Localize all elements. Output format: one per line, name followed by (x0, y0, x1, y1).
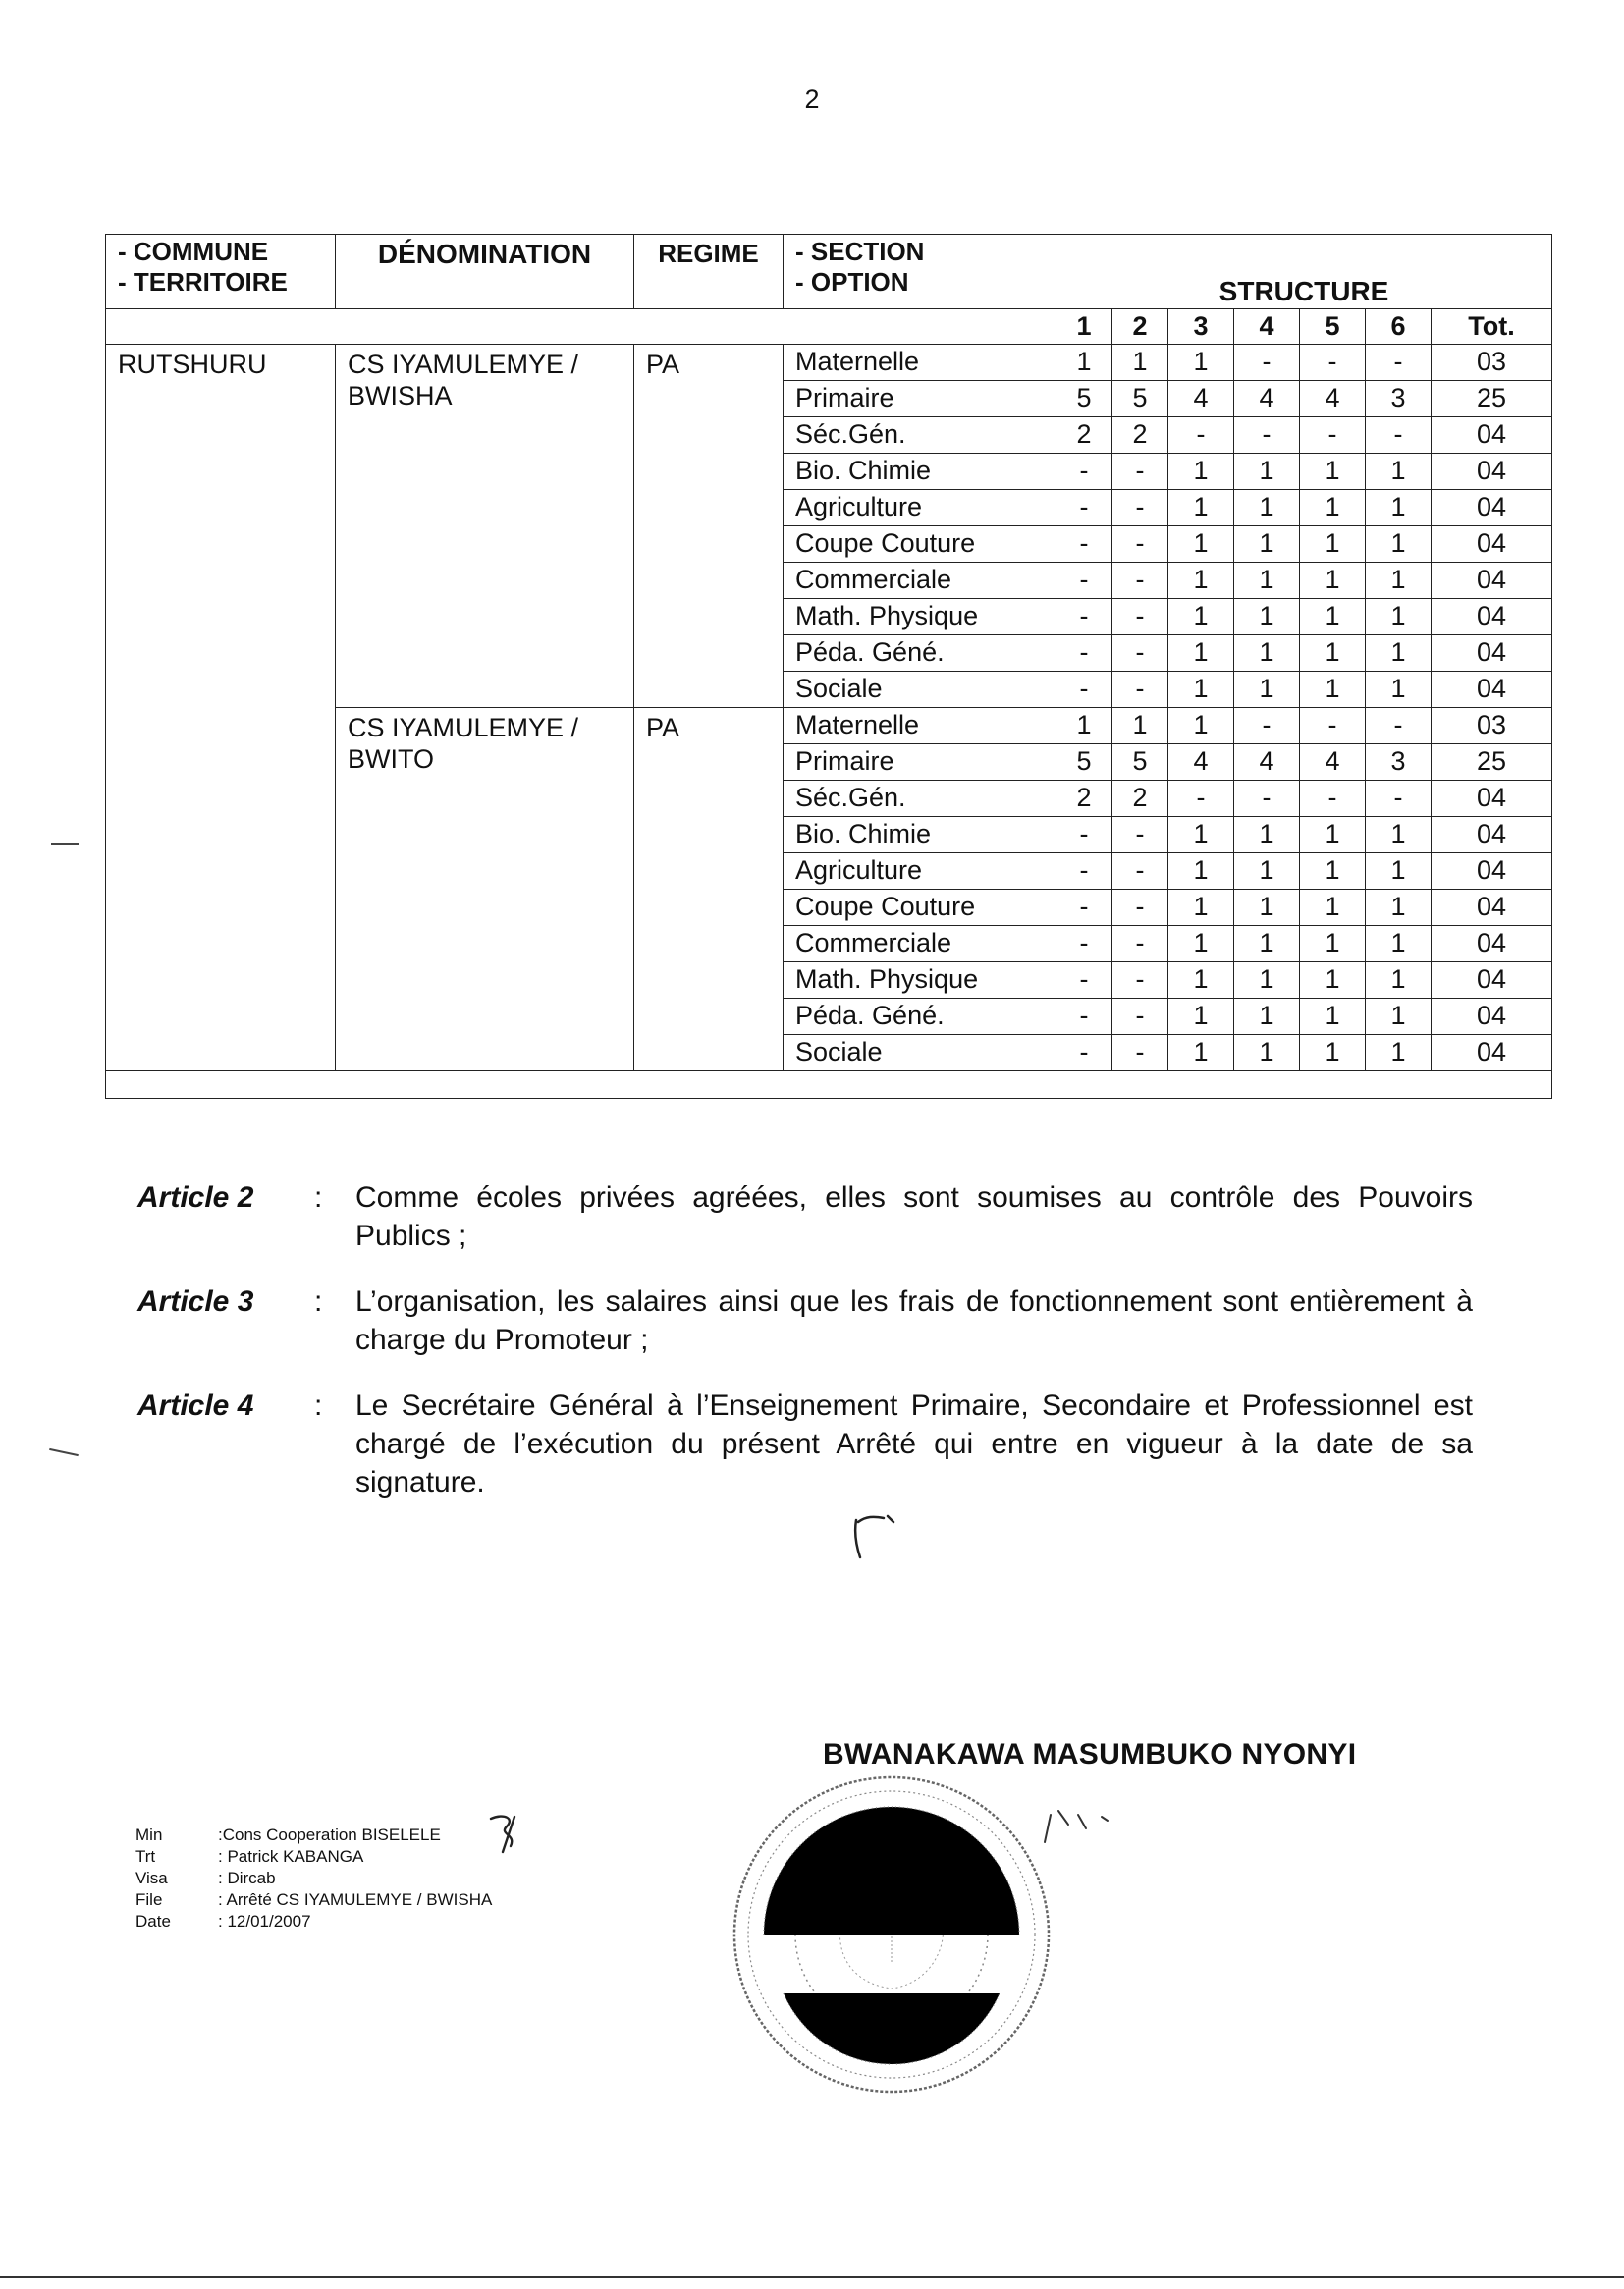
routing-row-visa (135, 1868, 492, 1889)
value-cell: 1 (1234, 853, 1300, 890)
header-territoire: - TERRITOIRE (118, 267, 288, 297)
value-cell: 1 (1168, 672, 1234, 708)
value-cell: 1 (1234, 454, 1300, 490)
value-cell: 1 (1366, 672, 1432, 708)
value-cell: 2 (1056, 781, 1112, 817)
value-cell: 1 (1300, 490, 1366, 526)
value-cell: - (1168, 417, 1234, 454)
value-cell: 1 (1168, 890, 1234, 926)
signatory-name: BWANAKAWA MASUMBUKO NYONYI (823, 1738, 1357, 1771)
option-cell: Primaire (784, 744, 1056, 781)
value-cell: 1 (1366, 999, 1432, 1035)
structure-col-2: 2 (1112, 309, 1168, 345)
value-cell: 1 (1056, 708, 1112, 744)
total-cell: 04 (1432, 962, 1552, 999)
option-cell: Agriculture (784, 853, 1056, 890)
option-cell: Sociale (784, 1035, 1056, 1071)
option-cell: Commerciale (784, 563, 1056, 599)
option-cell: Coupe Couture (784, 526, 1056, 563)
value-cell: - (1056, 672, 1112, 708)
total-cell: 04 (1432, 672, 1552, 708)
routing-value: : Patrick KABANGA (218, 1847, 364, 1866)
value-cell: 1 (1366, 1035, 1432, 1071)
structure-col-3: 3 (1168, 309, 1234, 345)
value-cell: 1 (1234, 926, 1300, 962)
total-cell: 04 (1432, 817, 1552, 853)
total-cell: 04 (1432, 635, 1552, 672)
option-cell: Maternelle (784, 708, 1056, 744)
structure-col-6: 6 (1366, 309, 1432, 345)
value-cell: 4 (1168, 381, 1234, 417)
structure-col-7: Tot. (1432, 309, 1552, 345)
value-cell: - (1112, 635, 1168, 672)
value-cell: 1 (1168, 454, 1234, 490)
value-cell: - (1112, 490, 1168, 526)
option-cell: Agriculture (784, 490, 1056, 526)
value-cell: - (1112, 454, 1168, 490)
value-cell: 1 (1168, 526, 1234, 563)
school-name-cell (336, 345, 634, 708)
value-cell: 4 (1300, 381, 1366, 417)
school-name-line: BWITO (348, 744, 435, 774)
routing-row-trt (135, 1846, 492, 1868)
option-cell: Coupe Couture (784, 890, 1056, 926)
value-cell: 1 (1112, 708, 1168, 744)
routing-key: Trt (135, 1847, 156, 1866)
value-cell: - (1234, 708, 1300, 744)
article-separator: : (314, 1285, 323, 1318)
total-cell: 04 (1432, 490, 1552, 526)
value-cell: 1 (1366, 817, 1432, 853)
total-cell: 04 (1432, 999, 1552, 1035)
value-cell: - (1056, 635, 1112, 672)
regime-cell: PA (634, 345, 784, 708)
value-cell: 1 (1234, 817, 1300, 853)
option-cell: Math. Physique (784, 599, 1056, 635)
value-cell: 1 (1366, 599, 1432, 635)
school-name-line: BWISHA (348, 381, 453, 410)
value-cell: 1 (1234, 599, 1300, 635)
value-cell: 1 (1234, 672, 1300, 708)
value-cell: - (1112, 672, 1168, 708)
option-cell: Maternelle (784, 345, 1056, 381)
option-cell: Commerciale (784, 926, 1056, 962)
value-cell: - (1056, 599, 1112, 635)
official-seal-icon (725, 1768, 1058, 2101)
value-cell: - (1056, 926, 1112, 962)
header-section: - SECTION (795, 237, 925, 266)
value-cell: 5 (1056, 744, 1112, 781)
value-cell: 1 (1234, 1035, 1300, 1071)
paraph-signature-icon (844, 1502, 923, 1561)
total-cell: 03 (1432, 345, 1552, 381)
value-cell: 1 (1300, 563, 1366, 599)
value-cell: 1 (1366, 526, 1432, 563)
value-cell: 1 (1168, 490, 1234, 526)
total-cell: 04 (1432, 926, 1552, 962)
structure-col-4: 4 (1234, 309, 1300, 345)
value-cell: 1 (1366, 490, 1432, 526)
header-regime: REGIME (634, 235, 784, 309)
value-cell: 1 (1366, 962, 1432, 999)
value-cell: - (1112, 853, 1168, 890)
article-label: Article 3 (137, 1285, 254, 1318)
routing-value: : Arrêté CS IYAMULEMYE / BWISHA (218, 1890, 493, 1909)
margin-mark (49, 1448, 79, 1456)
value-cell: 1 (1300, 1035, 1366, 1071)
value-cell: 1 (1300, 817, 1366, 853)
total-cell: 25 (1432, 744, 1552, 781)
value-cell: 5 (1056, 381, 1112, 417)
option-cell: Bio. Chimie (784, 454, 1056, 490)
article-3 (137, 1282, 1473, 1359)
article-separator: : (314, 1390, 323, 1422)
value-cell: - (1056, 962, 1112, 999)
value-cell: 1 (1168, 853, 1234, 890)
value-cell: 1 (1234, 999, 1300, 1035)
table-row (106, 345, 1552, 381)
value-cell: - (1168, 781, 1234, 817)
routing-row-file (135, 1889, 492, 1911)
total-cell: 03 (1432, 708, 1552, 744)
value-cell: - (1112, 526, 1168, 563)
value-cell: - (1300, 417, 1366, 454)
value-cell: - (1112, 926, 1168, 962)
value-cell: 2 (1056, 417, 1112, 454)
articles (137, 1178, 1473, 1529)
total-cell: 04 (1432, 563, 1552, 599)
school-name-line: CS IYAMULEMYE / (348, 713, 579, 742)
value-cell: 1 (1168, 817, 1234, 853)
value-cell: 1 (1300, 672, 1366, 708)
option-cell: Primaire (784, 381, 1056, 417)
article-label: Article 4 (137, 1390, 254, 1422)
value-cell: 1 (1234, 635, 1300, 672)
option-cell: Bio. Chimie (784, 817, 1056, 853)
table-footer-row (106, 1071, 1552, 1099)
value-cell: 1 (1366, 635, 1432, 672)
total-cell: 25 (1432, 381, 1552, 417)
option-cell: Péda. Géné. (784, 635, 1056, 672)
table-footer-cell (106, 1071, 1552, 1099)
value-cell: - (1112, 962, 1168, 999)
value-cell: 1 (1300, 999, 1366, 1035)
value-cell: - (1056, 563, 1112, 599)
value-cell: 1 (1168, 1035, 1234, 1071)
value-cell: 1 (1366, 563, 1432, 599)
school-name-cell (336, 708, 634, 1071)
value-cell: - (1056, 454, 1112, 490)
total-cell: 04 (1432, 853, 1552, 890)
total-cell: 04 (1432, 1035, 1552, 1071)
value-cell: - (1112, 817, 1168, 853)
value-cell: - (1366, 708, 1432, 744)
value-cell: 1 (1366, 890, 1432, 926)
signature-scribble-icon (1041, 1805, 1159, 1844)
option-cell: Péda. Géné. (784, 999, 1056, 1035)
value-cell: - (1112, 999, 1168, 1035)
option-cell: Math. Physique (784, 962, 1056, 999)
value-cell: - (1112, 1035, 1168, 1071)
value-cell: 1 (1056, 345, 1112, 381)
structure-number-row (106, 309, 1552, 345)
structure-col-5: 5 (1300, 309, 1366, 345)
table-body (106, 309, 1552, 1099)
value-cell: 1 (1234, 526, 1300, 563)
value-cell: 1 (1168, 708, 1234, 744)
total-cell: 04 (1432, 526, 1552, 563)
value-cell: - (1056, 817, 1112, 853)
value-cell: 1 (1168, 926, 1234, 962)
value-cell: 1 (1112, 345, 1168, 381)
school-name-line: CS IYAMULEMYE / (348, 350, 579, 379)
routing-key: Date (135, 1912, 171, 1931)
value-cell: 1 (1234, 890, 1300, 926)
total-cell: 04 (1432, 599, 1552, 635)
page-number: 2 (804, 84, 820, 114)
value-cell: 1 (1300, 853, 1366, 890)
value-cell: 1 (1300, 526, 1366, 563)
value-cell: 1 (1300, 599, 1366, 635)
total-cell: 04 (1432, 454, 1552, 490)
value-cell: - (1056, 1035, 1112, 1071)
structure-col-1: 1 (1056, 309, 1112, 345)
value-cell: 1 (1366, 853, 1432, 890)
value-cell: 4 (1234, 744, 1300, 781)
value-cell: 1 (1300, 962, 1366, 999)
value-cell: 1 (1168, 962, 1234, 999)
value-cell: - (1366, 345, 1432, 381)
value-cell: 1 (1234, 563, 1300, 599)
header-structure: STRUCTURE (1056, 235, 1552, 309)
routing-value: : 12/01/2007 (218, 1912, 311, 1931)
routing-row-min (135, 1825, 492, 1846)
value-cell: 1 (1234, 490, 1300, 526)
routing-key: Visa (135, 1869, 168, 1887)
regime-cell: PA (634, 708, 784, 1071)
option-cell: Séc.Gén. (784, 417, 1056, 454)
initials-signature-icon (481, 1813, 528, 1854)
value-cell: - (1056, 490, 1112, 526)
value-cell: - (1300, 708, 1366, 744)
total-cell: 04 (1432, 781, 1552, 817)
value-cell: - (1300, 781, 1366, 817)
header-filler (106, 309, 1056, 345)
article-4 (137, 1387, 1473, 1501)
value-cell: 1 (1300, 926, 1366, 962)
value-cell: - (1056, 526, 1112, 563)
article-label: Article 2 (137, 1181, 254, 1214)
routing-key: Min (135, 1826, 163, 1844)
value-cell: 2 (1112, 781, 1168, 817)
value-cell: 1 (1168, 999, 1234, 1035)
routing-key: File (135, 1890, 163, 1909)
routing-value: :Cons Cooperation BISELELE (218, 1826, 441, 1844)
value-cell: 4 (1234, 381, 1300, 417)
value-cell: - (1112, 563, 1168, 599)
value-cell: - (1112, 599, 1168, 635)
routing-row-date (135, 1911, 492, 1933)
value-cell: - (1366, 781, 1432, 817)
article-separator: : (314, 1181, 323, 1214)
value-cell: 1 (1300, 635, 1366, 672)
value-cell: 1 (1300, 890, 1366, 926)
header-commune-territoire (106, 235, 336, 309)
article-text: Comme écoles privées agréées, elles sont soumises au contrôle des Pouvoirs Publics ; (355, 1181, 1473, 1252)
margin-mark (51, 843, 79, 845)
article-text: L’organisation, les salaires ainsi que les frais de fonctionnement sont entièrement à charge du Promoteur ; (355, 1285, 1473, 1356)
total-cell: 04 (1432, 890, 1552, 926)
header-option: - OPTION (795, 267, 909, 297)
value-cell: - (1234, 345, 1300, 381)
header-commune: - COMMUNE (118, 237, 269, 266)
article-2 (137, 1178, 1473, 1255)
value-cell: 1 (1300, 454, 1366, 490)
value-cell: - (1234, 417, 1300, 454)
value-cell: - (1366, 417, 1432, 454)
value-cell: 1 (1168, 635, 1234, 672)
value-cell: 1 (1168, 599, 1234, 635)
value-cell: 4 (1168, 744, 1234, 781)
value-cell: 1 (1366, 926, 1432, 962)
territory-cell: RUTSHURU (106, 345, 336, 1071)
value-cell: - (1112, 890, 1168, 926)
option-cell: Sociale (784, 672, 1056, 708)
option-cell: Séc.Gén. (784, 781, 1056, 817)
value-cell: 5 (1112, 381, 1168, 417)
value-cell: - (1056, 890, 1112, 926)
value-cell: 1 (1168, 345, 1234, 381)
header-section-option (784, 235, 1056, 309)
value-cell: 3 (1366, 381, 1432, 417)
value-cell: - (1300, 345, 1366, 381)
value-cell: - (1056, 853, 1112, 890)
routing-value: : Dircab (218, 1869, 276, 1887)
routing-block (135, 1825, 492, 1933)
value-cell: 4 (1300, 744, 1366, 781)
bottom-rule (0, 2276, 1624, 2278)
value-cell: - (1056, 999, 1112, 1035)
total-cell: 04 (1432, 417, 1552, 454)
value-cell: 1 (1234, 962, 1300, 999)
value-cell: 5 (1112, 744, 1168, 781)
article-text: Le Secrétaire Général à l’Enseignement Primaire, Secondaire et Professionnel est chargé de l’exécution du présent Arrêté qui entre en vigueur à la date de sa signature. (355, 1390, 1473, 1499)
value-cell: 1 (1168, 563, 1234, 599)
value-cell: 1 (1366, 454, 1432, 490)
header-denomination: DÉNOMINATION (336, 235, 634, 309)
value-cell: 2 (1112, 417, 1168, 454)
value-cell: - (1234, 781, 1300, 817)
school-structure-table (105, 234, 1552, 1099)
table-header (106, 235, 1552, 309)
value-cell: 3 (1366, 744, 1432, 781)
